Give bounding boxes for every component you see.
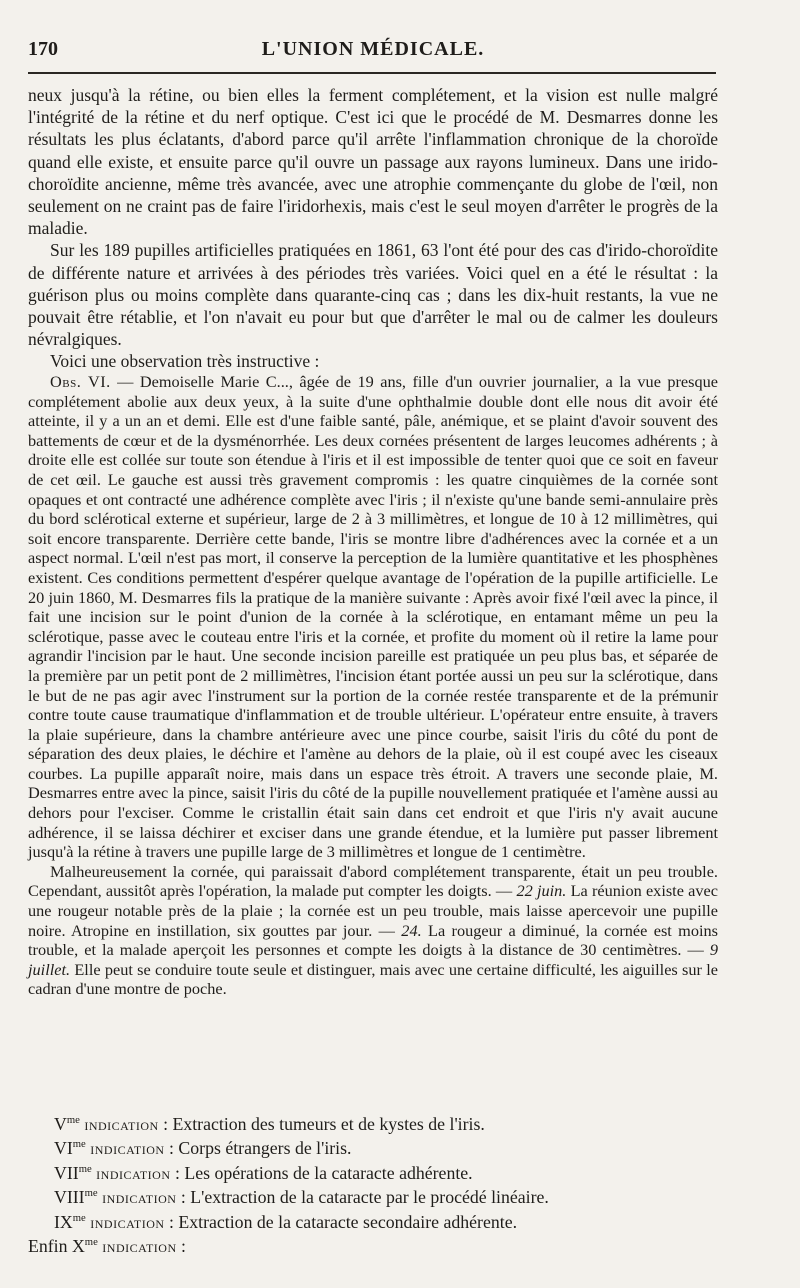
- observation-section: [28, 372, 718, 999]
- indication-numeral: VI: [54, 1138, 73, 1159]
- observation-date: 24.: [401, 920, 422, 940]
- page-number: 170: [28, 38, 58, 60]
- observation-text: Malheureusement la cornée, qui paraissait d'abord complétement transparente, était un peu trouble. Cependant, aussitôt après l'opération, la malade put compter les doigts. —: [28, 861, 718, 901]
- intro-paragraph: Voici une observation très instructive :: [50, 351, 320, 372]
- indication-label: indication: [102, 1187, 177, 1208]
- observation-text: — Demoiselle Marie C..., âgée de 19 ans, fille d'un ouvrier journalier, a la vue presque complétement abolie aux deux yeux, à la suite d'une ophthalmie double dont elle nous dit avoir été atteinte, il y a un an et demi. Elle est d'une faible santé, pâle, anémique, et se plaint d'avoir souvent des battements de cœur et de la dysménorrhée. Les deux cornées présentent de larges leucomes adhérents ; à droite elle est collée sur toute son étendue à l'iris et il est impossible de tenter quoi que ce soit en faveur de cet œil. Le gauche est aussi très gravement compromis : les quatre cinquièmes de la cornée sont opaques et ont contracté une adhérence complète avec l'iris ; il n'existe qu'une bande semi-annulaire près du bord sclérotical externe et supérieur, large de 2 à 3 millimètres, et longue de 10 à 12 millimètres, qui soit encore transparente. Derrière cette bande, l'iris se montre libre d'adhérences avec la cornée et a un aspect normal. L'œil n'est pas mort, il conserve la perception de la lumière quantitative et les phosphènes existent. Ces conditions permettent d'espérer quelque avantage de l'opération de la pupille artificielle. Le 20 juin 1860, M. Desmarres fils la pratique de la manière suivante : Après avoir fixé l'œil avec la pince, il fait une incision sur le point d'union de la cornée à la sclérotique, en entamant même un peu la sclérotique, passe avec le couteau entre l'iris et la cornée, et profite du moment où il retire la lame pour agrandir l'incision par le haut. Une seconde incision pareille est pratiquée un peu plus bas, et séparée de la première par un petit pont de 2 millimètres, l'incision étant portée aussi un peu sur la sclérotique, dans le but de ne pas agir avec l'instrument sur la portion de la cornée restée transparente et de la prémunir contre toute cause traumatique d'inflammation et de trouble ultérieur. L'opérateur entre ensuite, à travers la plaie supérieure, dans la chambre antérieure avec une pince courbe, saisit l'iris du côté du pont de séparation des deux plaies, le déchire et l'amène au dehors de la plaie, où il est coupé avec les ciseaux courbes. La pupille apparaît noire, mais dans un espace très étroit. A travers une seconde plaie, M. Desmarres entre avec la pince, saisit l'iris du côté de la pupille nouvellement pratiquée et l'amène aussi au dehors pour l'exciser. Comme le cristallin était sain dans cet endroit et que l'iris n'y avait aucune adhérence, il se laissa déchirer et exciser dans une grande étendue, et la lumière put passer librement jusqu'à la rétine à travers une pupille large de 3 millimètres et longue de 1 centimètre.: [28, 372, 719, 862]
- observation-label: Obs. VI.: [50, 372, 111, 391]
- indication-item: [28, 1185, 718, 1209]
- indication-suffix: me: [66, 1114, 80, 1127]
- indication-numeral: IX: [54, 1211, 73, 1232]
- indication-suffix: me: [84, 1236, 98, 1249]
- indication-item: [28, 1161, 718, 1185]
- observation-text: La rougeur a diminué, la cornée est moins trouble, et la malade aperçoit les personnes et compte les doigts à la distance de 30 centimètres. —: [28, 920, 718, 960]
- indication-label: indication: [84, 1114, 159, 1134]
- indication-label: indication: [102, 1236, 177, 1257]
- indication-label: indication: [90, 1211, 165, 1232]
- observation-date: 9 juillet.: [28, 940, 719, 979]
- indication-item: [28, 1210, 718, 1234]
- observation-paragraph: [28, 862, 718, 999]
- indication-label: indication: [90, 1138, 165, 1159]
- indication-text: : Extraction de la cataracte secondaire adhérente.: [164, 1211, 518, 1232]
- header-rule: [28, 72, 716, 74]
- intro-paragraph: Sur les 189 pupilles artificielles pratiquées en 1861, 63 l'ont été pour des cas d'irido-choroïdite de différente nature et arrivées à des périodes très variées. Voici quel en a été le résultat : la guérison plus ou moins complète dans quarante-cinq cas ; dans les dix-huit restants, la vue ne pouvait être rétablie, et l'on n'avait eu pour but que d'arrêter le mal ou de calmer les douleurs névralgiques.: [28, 240, 718, 350]
- indication-numeral: VII: [54, 1162, 79, 1183]
- indications-list: [28, 1112, 718, 1258]
- indication-suffix: me: [78, 1162, 92, 1175]
- indication-label: indication: [96, 1162, 171, 1183]
- indication-text: : Les opérations de la cataracte adhérente.: [170, 1162, 473, 1183]
- intro-section: [28, 84, 718, 373]
- observation-paragraph: [28, 372, 718, 862]
- indication-text: : L'extraction de la cataracte par le procédé linéaire.: [176, 1187, 549, 1208]
- indication-numeral: V: [54, 1114, 67, 1134]
- indication-item: [28, 1112, 718, 1136]
- indication-item: [28, 1136, 718, 1160]
- indication-numeral: VIII: [54, 1187, 85, 1208]
- observation-text: Elle peut se conduire toute seule et distinguer, mais avec une certaine difficulté, les aiguilles sur le cadran d'une montre de poche.: [28, 959, 718, 999]
- observation-text: La réunion existe avec une rougeur notable près de la plaie ; la cornée est un peu trouble, mais laisse apercevoir une pupille noire. Atropine en instillation, six gouttes par jour. —: [28, 881, 718, 940]
- indication-text: : Extraction des tumeurs et de kystes de l'iris.: [158, 1114, 485, 1134]
- indication-text: :: [176, 1236, 186, 1257]
- indication-suffix: me: [72, 1211, 86, 1224]
- indication-text: : Corps étrangers de l'iris.: [164, 1138, 352, 1159]
- intro-paragraph: neux jusqu'à la rétine, ou bien elles la ferment complétement, et la vision est nulle malgré l'intégrité de la rétine et du nerf optique. C'est ici que le procédé de M. Desmarres donne les résultats les plus éclatants, d'abord parce qu'il arrête l'inflammation chronique de la choroïde quand elle existe, et ensuite parce qu'il ouvre un passage aux rayons lumineux. Dans une irido-choroïdite ancienne, même très avancée, avec une atrophie commençante du globe de l'œil, non seulement on ne craint pas de faire l'iridorhexis, mais c'est le seul moyen d'arrêter le progrès de la maladie.: [28, 85, 718, 239]
- indication-suffix: me: [84, 1187, 98, 1200]
- observation-date: 22 juin.: [516, 881, 567, 901]
- indication-item: [28, 1234, 718, 1258]
- running-title: L'UNION MÉDICALE.: [261, 38, 485, 60]
- indication-suffix: me: [72, 1138, 86, 1151]
- indication-numeral: Enfin X: [28, 1236, 85, 1257]
- page-header: [28, 38, 718, 66]
